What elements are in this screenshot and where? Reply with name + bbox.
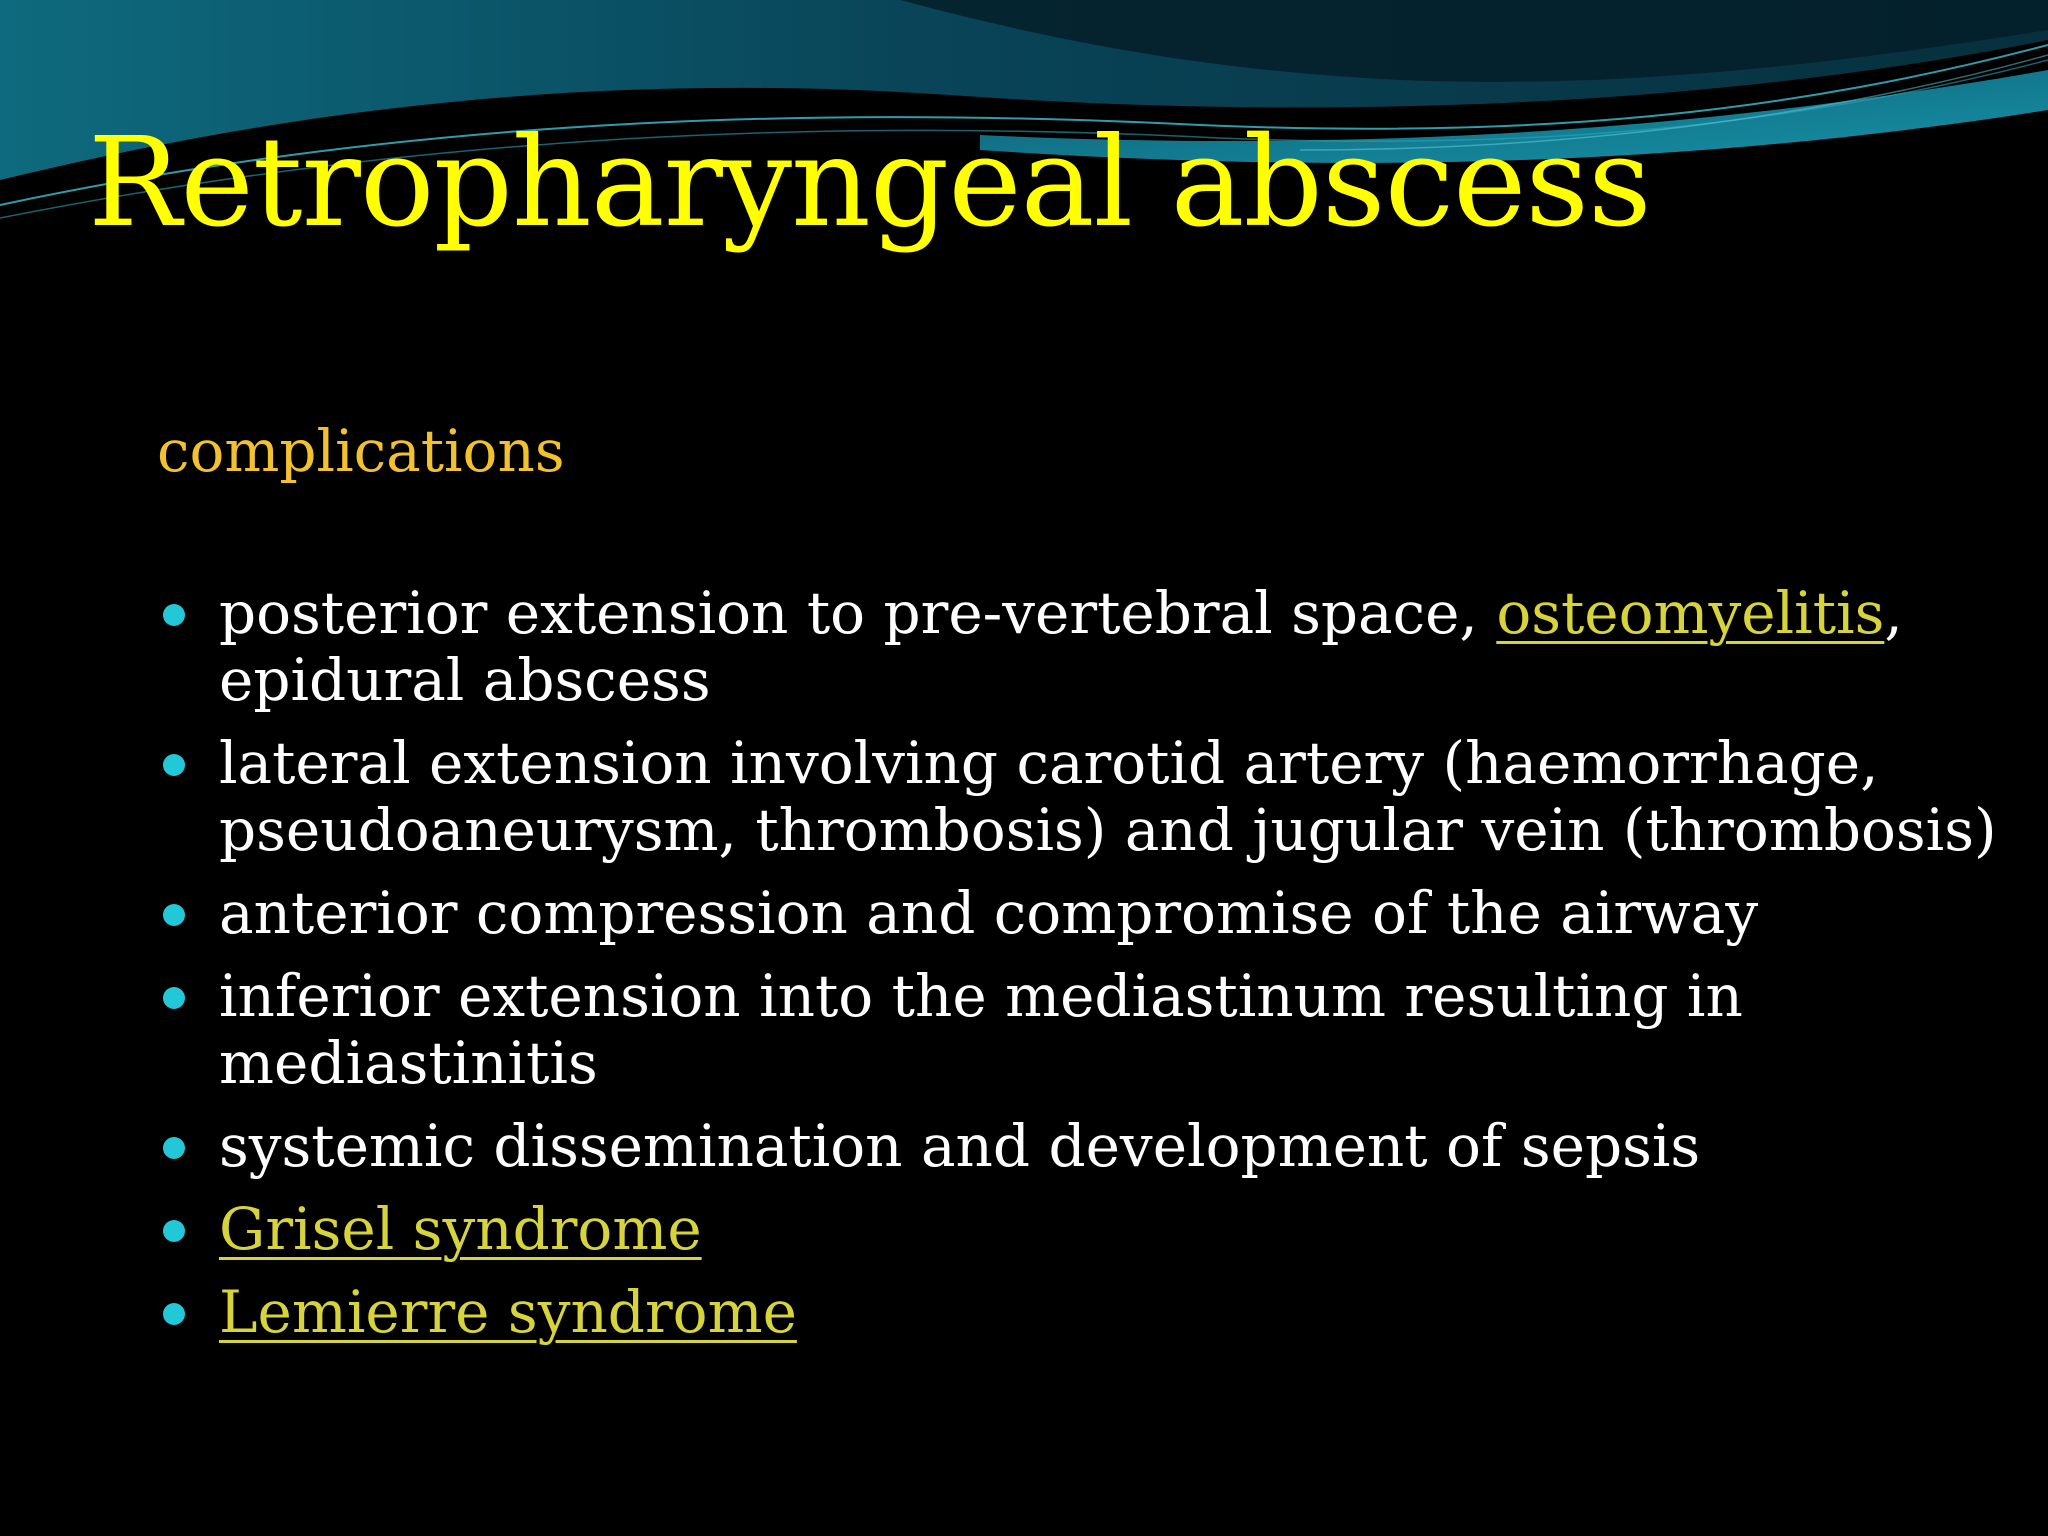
list-item: [157, 1279, 2017, 1346]
list-item: [157, 580, 2017, 714]
bullet-dot-icon: [163, 1220, 185, 1242]
list-item: [157, 730, 2017, 864]
bullet-dot-icon: [163, 1303, 185, 1325]
bullet-text: posterior extension to pre-vertebral space,: [219, 579, 1497, 647]
slide-title: Retropharyngeal abscess: [88, 111, 1651, 255]
grisel-syndrome-link[interactable]: Grisel syndrome: [219, 1195, 702, 1263]
bullet-dot-icon: [163, 1137, 185, 1159]
list-item: [157, 963, 2017, 1097]
bullet-text: anterior compression and compromise of the airway: [219, 879, 1759, 947]
bullet-text: inferior extension into the mediastinum resulting in mediastinitis: [219, 962, 1743, 1097]
section-subtitle: complications: [157, 417, 565, 485]
bullet-dot-icon: [163, 904, 185, 926]
osteomyelitis-link[interactable]: osteomyelitis: [1496, 579, 1885, 647]
bullet-dot-icon: [163, 987, 185, 1009]
bullet-text: systemic dissemination and development of sepsis: [219, 1112, 1701, 1180]
complications-list: [157, 580, 2017, 1362]
bullet-text: lateral extension involving carotid artery (haemorrhage, pseudoaneurysm, thrombosis) and jugular vein (thrombosis): [219, 729, 1997, 864]
list-item: [157, 1113, 2017, 1180]
lemierre-syndrome-link[interactable]: Lemierre syndrome: [219, 1278, 797, 1346]
bullet-dot-icon: [163, 604, 185, 626]
list-item: [157, 1196, 2017, 1263]
bullet-dot-icon: [163, 754, 185, 776]
list-item: [157, 880, 2017, 947]
bullet-text-after: , epidural abscess: [219, 579, 1903, 714]
